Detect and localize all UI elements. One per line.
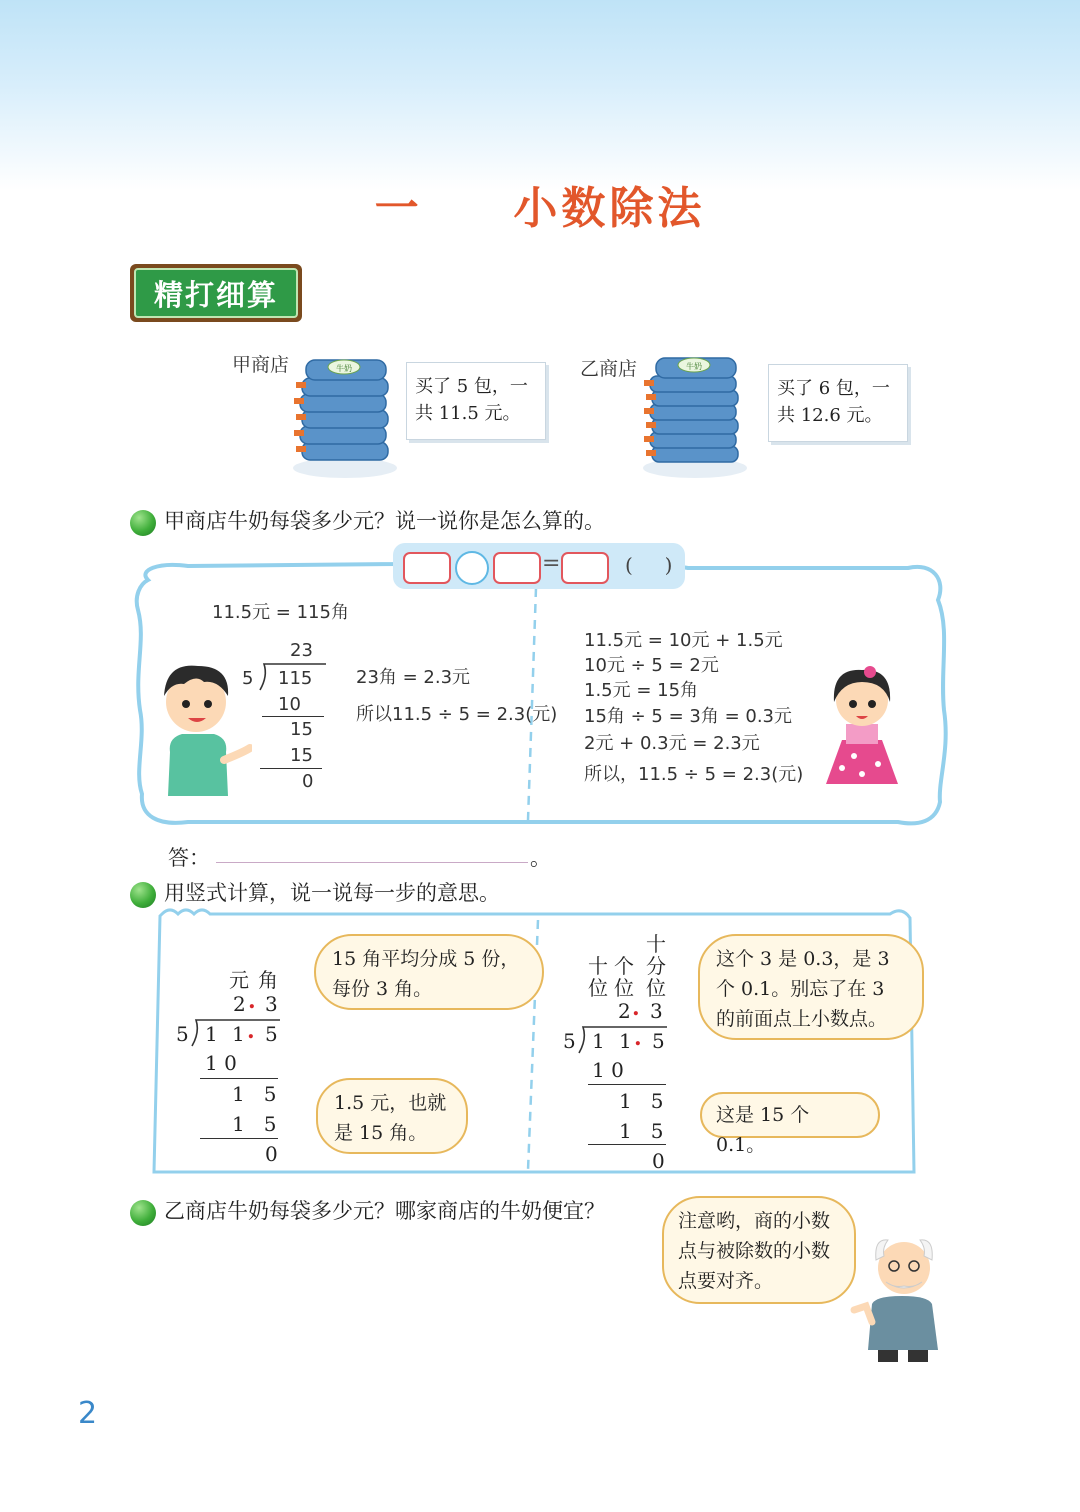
rule-line: [262, 716, 324, 717]
rule-line: [588, 1084, 666, 1085]
girl-line-1: 11.5元 = 10元 + 1.5元: [584, 630, 783, 651]
left-step-2: 1 5: [232, 1082, 277, 1106]
boy-step-3: 15: [290, 745, 313, 766]
left-step-1: 1 0: [205, 1051, 237, 1075]
right-step-3: 1 5: [619, 1119, 664, 1143]
girl-line-3: 1.5元 = 15角: [584, 680, 699, 701]
left-dividend-2: 1: [232, 1022, 245, 1046]
chapter-name: 小数除法: [513, 183, 706, 234]
boy-step-4: 0: [302, 771, 314, 792]
equation-equals: =: [542, 551, 561, 576]
boy-note-1: 23角 = 2.3元: [356, 667, 471, 688]
shop-a-note-line2: 共 11.5 元。: [415, 403, 521, 424]
left-divisor: 5: [176, 1022, 189, 1046]
boy-divisor: 5: [242, 668, 254, 689]
question-1-text: 甲商店牛奶每袋多少元？说一说你是怎么算的。: [164, 509, 605, 533]
left-bubble-2: 1.5 元，也就是 15 角。: [316, 1078, 468, 1154]
left-bubble-1: 15 角平均分成 5 份，每份 3 角。: [314, 934, 544, 1010]
left-header-jiao: 角: [258, 968, 278, 992]
shop-a-note: [406, 362, 546, 440]
answer-input-line[interactable]: [216, 862, 528, 863]
green-bullet-icon: [130, 1200, 156, 1226]
left-step-3: 1 5: [232, 1112, 277, 1136]
equation-blank-3[interactable]: [561, 552, 609, 584]
boy-dividend: 115: [278, 668, 313, 689]
boy-step-2: 15: [290, 719, 313, 740]
right-header-wei-2: 位: [614, 976, 634, 1000]
page-number: 2: [78, 1396, 98, 1431]
right-header-shi: 十: [588, 954, 608, 978]
right-quotient-dec: 3: [650, 999, 663, 1023]
question-1: [130, 505, 605, 536]
right-quotient-int: 2: [618, 999, 631, 1023]
rule-line: [200, 1138, 278, 1139]
right-header-ge: 个: [614, 954, 634, 978]
green-bullet-icon: [130, 882, 156, 908]
rule-line: [200, 1078, 278, 1079]
answer-end: 。: [530, 846, 551, 870]
chapter-number: 一: [374, 183, 423, 234]
shop-b-name: 乙商店: [580, 358, 638, 380]
shop-a-name: 甲商店: [232, 354, 290, 376]
rule-line: [260, 768, 322, 769]
right-header-shifen-1: 十: [646, 932, 666, 956]
question-3-text: 乙商店牛奶每袋多少元？哪家商店的牛奶便宜？: [164, 1199, 605, 1223]
boy-illustration: [148, 656, 252, 796]
shop-a-note-line1: 买了 5 包，一: [415, 376, 528, 397]
left-dividend-3: 5: [265, 1022, 278, 1046]
right-divisor: 5: [563, 1029, 576, 1053]
girl-line-5: 2元 + 0.3元 = 2.3元: [584, 733, 760, 754]
boy-quotient: 23: [290, 640, 313, 661]
section-tag-label: 精打细算: [134, 268, 298, 318]
sky-gradient: [0, 0, 1080, 190]
milk-label-b: 牛奶: [686, 362, 702, 371]
boy-step-1: 10: [278, 694, 301, 715]
shop-b-note: [768, 364, 908, 442]
left-step-4: 0: [265, 1142, 278, 1166]
left-dividend-1: 1: [205, 1022, 218, 1046]
right-dividend-2: 1: [619, 1029, 632, 1053]
question-2: [130, 877, 500, 908]
green-bullet-icon: [130, 510, 156, 536]
right-header-wei-3: 位: [646, 976, 666, 1000]
milk-stack-b-illustration: [640, 350, 750, 480]
left-quotient-dec: 3: [265, 992, 278, 1016]
shop-b-note-line2: 共 12.6 元。: [777, 405, 883, 426]
teacher-illustration: [848, 1226, 958, 1370]
right-dividend-1: 1: [592, 1029, 605, 1053]
equation-template: [393, 543, 685, 589]
right-bubble-2: 这是 15 个 0.1。: [700, 1092, 880, 1138]
girl-illustration: [812, 660, 912, 790]
equation-unit-paren: ( ): [625, 553, 673, 577]
milk-stack-a-illustration: [290, 350, 400, 480]
left-header-yuan: 元: [229, 968, 249, 992]
girl-line-4: 15角 ÷ 5 = 3角 = 0.3元: [584, 706, 793, 727]
teacher-bubble: 注意哟，商的小数点与被除数的小数点要对齐。: [662, 1196, 856, 1304]
right-bubble-1: 这个 3 是 0.3，是 3 个 0.1。别忘了在 3 的前面点上小数点。: [698, 934, 924, 1040]
operator-circle-blank[interactable]: [455, 551, 489, 585]
right-step-4: 0: [652, 1149, 665, 1173]
right-dividend-3: 5: [652, 1029, 665, 1053]
boy-note-2: 所以11.5 ÷ 5 = 2.3(元): [356, 704, 558, 725]
equation-blank-1[interactable]: [403, 552, 451, 584]
right-step-2: 1 5: [619, 1089, 664, 1113]
answer-label: 答：: [168, 846, 210, 870]
milk-label-a: 牛奶: [336, 364, 352, 373]
girl-line-2: 10元 ÷ 5 = 2元: [584, 655, 719, 676]
girl-line-6: 所以，11.5 ÷ 5 = 2.3(元): [584, 764, 804, 785]
left-quotient-int: 2: [233, 992, 246, 1016]
right-header-shifen-2: 分: [646, 954, 666, 978]
question-2-text: 用竖式计算，说一说每一步的意思。: [164, 881, 500, 905]
chapter-title: [0, 172, 1080, 236]
equation-blank-2[interactable]: [493, 552, 541, 584]
rule-line: [588, 1144, 666, 1145]
section-tag: [130, 264, 302, 322]
right-step-1: 1 0: [592, 1058, 624, 1082]
boy-conversion: 11.5元 = 115角: [212, 602, 349, 623]
shop-b-note-line1: 买了 6 包，一: [777, 378, 890, 399]
question-3: [130, 1195, 605, 1226]
right-header-wei-1: 位: [588, 976, 608, 1000]
